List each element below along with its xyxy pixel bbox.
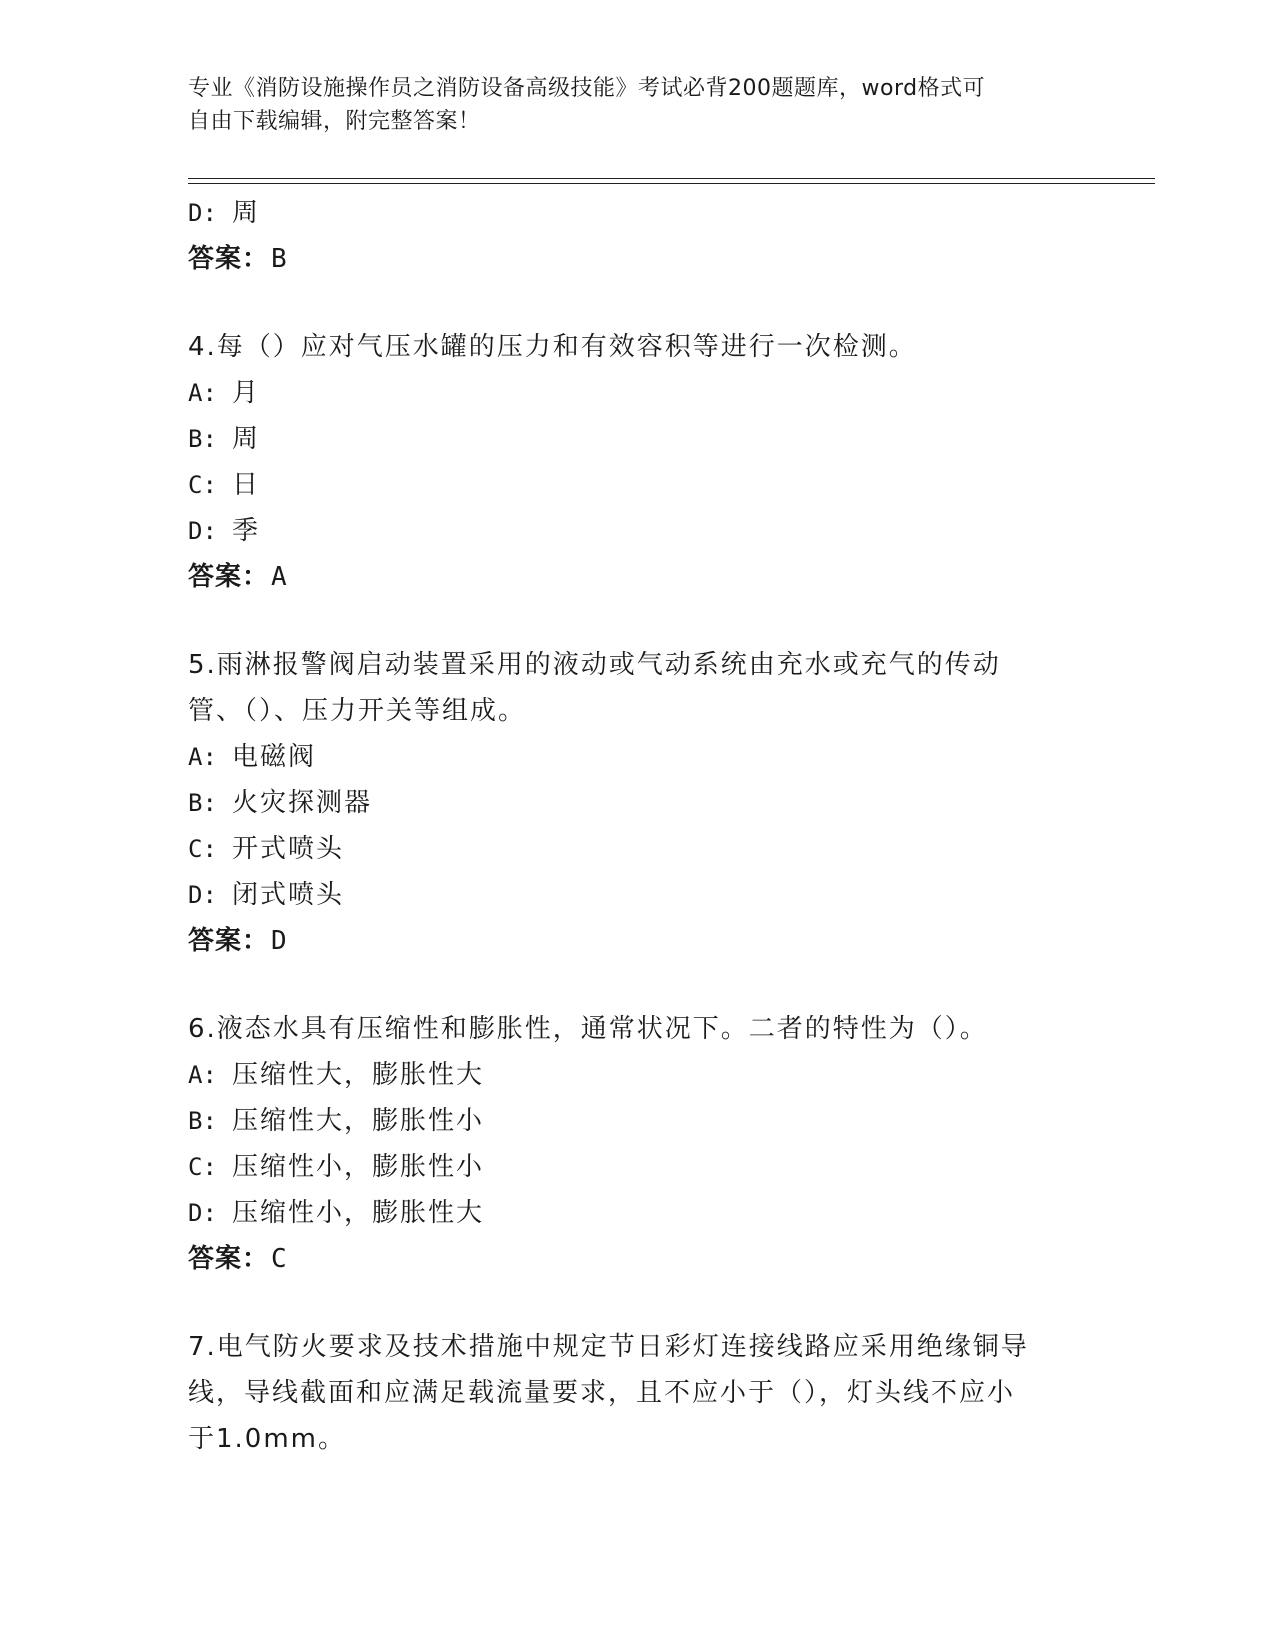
answer-label: 答案： [188,1244,270,1274]
option-label: D: [188,1199,217,1227]
option-label: C: [188,1153,217,1181]
question-text: 5.雨淋报警阀启动装置采用的液动或气动系统由充水或充气的传动管、（）、压力开关等组成。 [188,650,1001,726]
option-label: A: [188,1061,217,1089]
option-d [188,1190,1068,1236]
answer-label: 答案： [188,562,270,592]
option-b [188,1098,1068,1144]
option-c [188,1144,1068,1190]
option-a [188,1052,1068,1098]
option-text: 压缩性大，膨胀性大 [232,1060,485,1090]
option-text: 闭式喷头 [232,880,345,910]
option-d [188,190,1068,236]
option-label: A: [188,743,217,771]
option-label: C: [188,835,217,863]
option-a [188,734,1068,780]
document-header [188,72,1068,138]
answer-value: D [271,926,288,956]
option-label: C: [188,471,217,499]
answer-line [188,1236,1068,1282]
option-text: 日 [232,470,261,500]
answer-line [188,918,1068,964]
answer-value: B [271,244,288,274]
option-text: 周 [232,198,261,228]
answer-value: A [271,562,288,592]
option-label: D: [188,881,217,909]
option-text: 季 [232,516,261,546]
option-text: 压缩性小，膨胀性大 [232,1198,485,1228]
option-text: 火灾探测器 [232,788,373,818]
header-line-1: 专业《消防设施操作员之消防设备高级技能》考试必背200题题库，word格式可 [188,76,986,101]
option-b [188,416,1068,462]
question-text: 4.每（）应对气压水罐的压力和有效容积等进行一次检测。 [188,332,917,362]
option-d [188,872,1068,918]
option-label: B: [188,1107,217,1135]
header-line-2: 自由下载编辑，附完整答案！ [188,109,481,134]
answer-label: 答案： [188,926,270,956]
option-label: A: [188,379,217,407]
document-body [188,190,1068,1462]
option-text: 压缩性小，膨胀性小 [232,1152,485,1182]
option-a [188,370,1068,416]
header-divider-top [188,178,1155,179]
answer-line [188,554,1068,600]
option-label: B: [188,425,217,453]
option-text: 开式喷头 [232,834,345,864]
answer-label: 答案： [188,244,270,274]
option-label: D: [188,199,217,227]
header-divider-bottom [188,183,1155,184]
option-text: 月 [232,378,261,408]
option-c [188,462,1068,508]
option-b [188,780,1068,826]
option-text: 压缩性大，膨胀性小 [232,1106,485,1136]
option-d [188,508,1068,554]
question-text: 7.电气防火要求及技术措施中规定节日彩灯连接线路应采用绝缘铜导线，导线截面和应满足载流量要求，且不应小于（），灯头线不应小于1.0mm。 [188,1332,1029,1454]
option-label: D: [188,517,217,545]
answer-line [188,236,1068,282]
option-text: 周 [232,424,261,454]
option-c [188,826,1068,872]
option-label: B: [188,789,217,817]
answer-value: C [271,1244,288,1274]
question-text: 6.液态水具有压缩性和膨胀性，通常状况下。二者的特性为（）。 [188,1014,988,1044]
option-text: 电磁阀 [232,742,317,772]
